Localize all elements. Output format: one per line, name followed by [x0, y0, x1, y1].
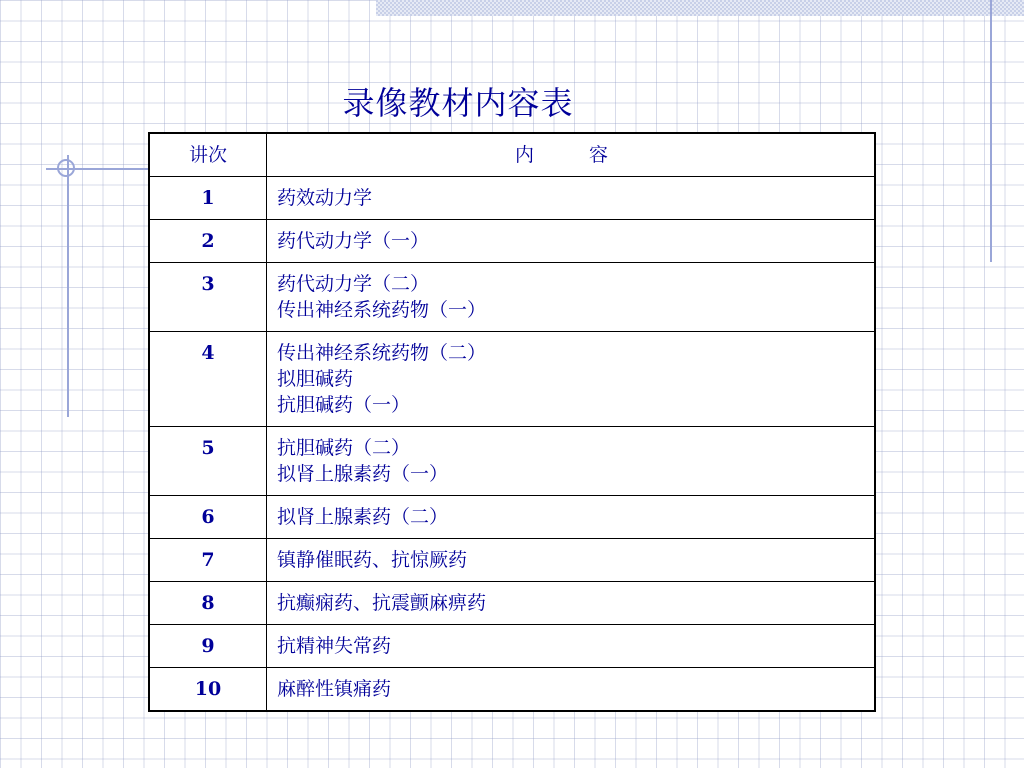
- table-row: [149, 496, 875, 539]
- session-content: [267, 625, 876, 668]
- session-number: 7: [149, 539, 267, 582]
- table-row: [149, 539, 875, 582]
- table-row: [149, 263, 875, 332]
- table-row: [149, 220, 875, 263]
- table-row: [149, 427, 875, 496]
- content-line: 拟胆碱药: [277, 368, 354, 390]
- table-body: [149, 177, 875, 712]
- header-content: 内 容: [267, 133, 876, 177]
- session-content: [267, 539, 876, 582]
- table-row: [149, 582, 875, 625]
- content-line: 抗胆碱药（二）: [277, 437, 411, 459]
- table-row: [149, 332, 875, 427]
- page-title: 录像教材内容表: [342, 84, 574, 122]
- decorative-circle: [57, 159, 75, 177]
- session-content: [267, 668, 876, 712]
- content-line: 镇静催眠药、抗惊厥药: [277, 549, 468, 571]
- session-content: [267, 427, 876, 496]
- content-line: 传出神经系统药物（二）: [277, 342, 487, 364]
- contents-table: [148, 132, 876, 712]
- content-line: 药代动力学（一）: [277, 230, 430, 252]
- decorative-vertical-line-left: [67, 155, 69, 417]
- content-line: 抗精神失常药: [277, 635, 392, 657]
- decorative-vertical-line-right: [990, 0, 992, 262]
- session-number: 9: [149, 625, 267, 668]
- session-number: 5: [149, 427, 267, 496]
- content-line: 拟肾上腺素药（一）: [277, 463, 449, 485]
- content-line: 抗胆碱药（一）: [277, 394, 411, 416]
- session-content: [267, 332, 876, 427]
- session-number: 8: [149, 582, 267, 625]
- session-number: 1: [149, 177, 267, 220]
- session-number: 4: [149, 332, 267, 427]
- session-number: 2: [149, 220, 267, 263]
- content-line: 拟肾上腺素药（二）: [277, 506, 449, 528]
- table-row: [149, 625, 875, 668]
- session-content: [267, 263, 876, 332]
- content-line: 抗癫痫药、抗震颤麻痹药: [277, 592, 487, 614]
- session-content: [267, 496, 876, 539]
- content-line: 药代动力学（二）: [277, 273, 430, 295]
- header-session: 讲次: [149, 133, 267, 177]
- session-content: [267, 177, 876, 220]
- table-header-row: [149, 133, 875, 177]
- top-decorative-band: [376, 0, 1024, 16]
- session-number: 6: [149, 496, 267, 539]
- session-content: [267, 220, 876, 263]
- content-line: 麻醉性镇痛药: [277, 678, 392, 700]
- session-number: 10: [149, 668, 267, 712]
- content-line: 药效动力学: [277, 187, 373, 209]
- content-line: 传出神经系统药物（一）: [277, 299, 487, 321]
- table-row: [149, 177, 875, 220]
- session-content: [267, 582, 876, 625]
- session-number: 3: [149, 263, 267, 332]
- table-row: [149, 668, 875, 712]
